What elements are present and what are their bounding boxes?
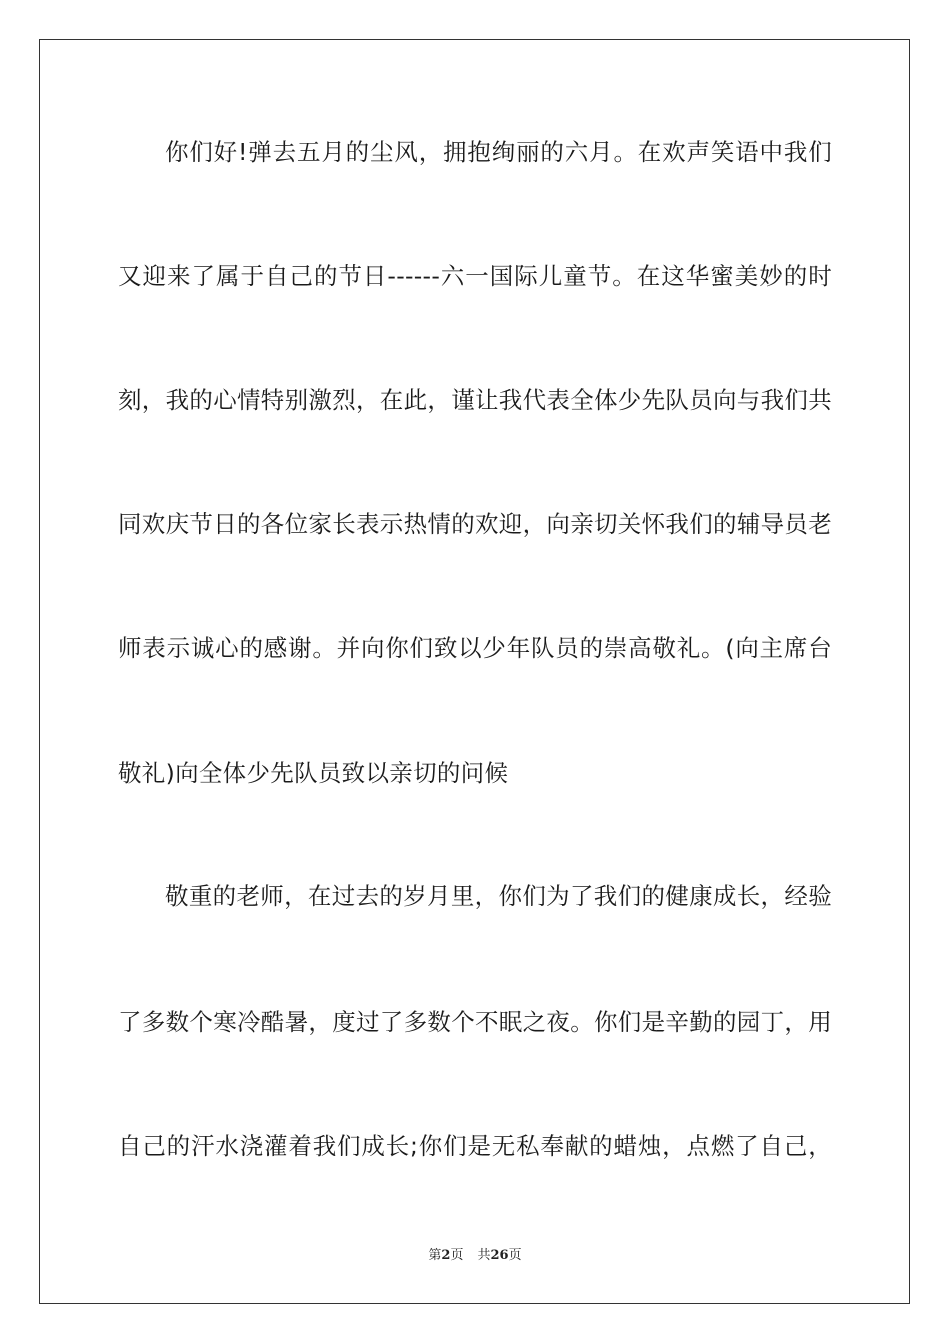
paragraph-1-line-3: 刻，我的心情特别激烈，在此，谨让我代表全体少先队员向与我们共	[118, 386, 832, 414]
paragraph-2-line-2: 了多数个寒冷酷暑，度过了多数个不眠之夜。你们是辛勤的园丁，用	[118, 1008, 832, 1036]
page-suffix: 页	[450, 1248, 464, 1263]
paragraph-1-line-6: 敬礼)向全体少先队员致以亲切的问候	[118, 759, 509, 787]
paragraph-1-line-1: 你们好!弹去五月的尘风，拥抱绚丽的六月。在欢声笑语中我们	[165, 138, 832, 166]
paragraph-1-line-5: 师表示诚心的感谢。并向你们致以少年队员的崇高敬礼。(向主席台	[118, 634, 832, 662]
paragraph-2-line-3: 自己的汗水浇灌着我们成长;你们是无私奉献的蜡烛，点燃了自己，	[118, 1132, 832, 1160]
total-prefix: 共	[477, 1248, 491, 1263]
page-prefix: 第	[428, 1248, 442, 1263]
paragraph-1-line-4: 同欢庆节日的各位家长表示热情的欢迎，向亲切关怀我们的辅导员老	[118, 510, 832, 538]
total-suffix: 页	[508, 1248, 522, 1263]
total-pages: 26	[490, 1248, 509, 1263]
page-border	[39, 39, 910, 1304]
page-number: 2	[441, 1248, 451, 1263]
paragraph-2-line-1: 敬重的老师，在过去的岁月里，你们为了我们的健康成长，经验	[165, 882, 832, 910]
page-footer	[0, 1247, 950, 1265]
paragraph-1-line-2: 又迎来了属于自己的节日------六一国际儿童节。在这华蜜美妙的时	[118, 262, 832, 290]
